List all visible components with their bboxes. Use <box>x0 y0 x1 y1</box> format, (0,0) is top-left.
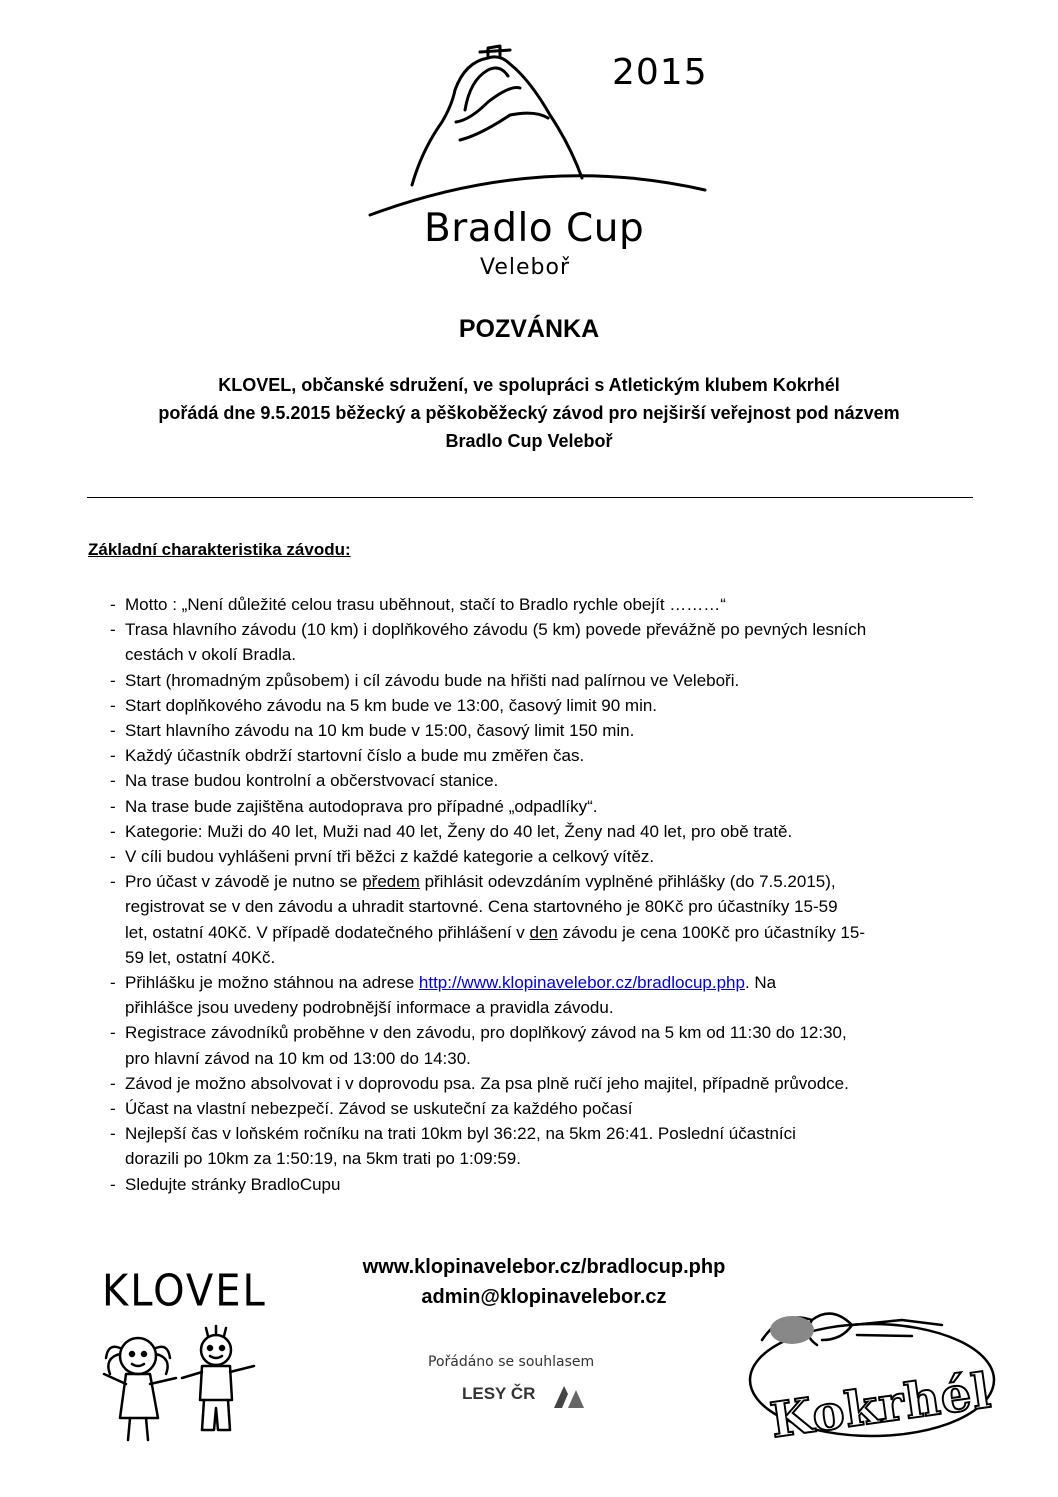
list-item: - Sledujte stránky BradloCupu <box>110 1174 341 1194</box>
list-item: - Start hlavního závodu na 10 km bude v 15:00, časový limit 150 min. <box>110 721 635 741</box>
list-item: - Kategorie: Muži do 40 let, Muži nad 40 let, Ženy do 40 let, Ženy nad 40 let, pro obě tratě. <box>110 821 793 841</box>
list-item: - Na trase bude zajištěna autodoprava pro případné „odpadlíky“. <box>110 796 598 816</box>
list-item: - Start doplňkového závodu na 5 km bude ve 13:00, časový limit 90 min. <box>110 695 658 715</box>
list-item: - Nejlepší čas v loňském ročníku na trati 10km byl 36:22, na 5km 26:41. Poslední účastníci dorazili po 10km za 1:50:19, na 5km trati po 1:09:59. <box>110 1124 796 1169</box>
list-item: - Registrace závodníků proběhne v den závodu, pro doplňkový závod na 5 km od 11:30 do 12:30, pro hlavní závod na 10 km od 13:00 do 14:30. <box>110 1023 847 1068</box>
kids-drawing-icon <box>98 1318 268 1448</box>
list-item: - Každý účastník obdrží startovní číslo a bude mu změřen čas. <box>110 746 585 766</box>
list-item: - Start (hromadným způsobem) i cíl závodu bude na hřišti nad palírnou ve Veleboři. <box>110 670 740 690</box>
logo-title: Bradlo Cup <box>424 206 645 251</box>
lesy-cr-mark-icon <box>550 1382 590 1412</box>
registration-form-link[interactable]: http://www.klopinavelebor.cz/bradlocup.php <box>418 973 745 993</box>
list-item: - Přihlášku je možno stáhnou na adrese http://www.klopinavelebor.cz/bradlocup.php. Na přihlášce jsou uvedeny podrobnější informace a pravidla závodu. <box>110 973 777 1018</box>
footer-email: admin@klopinavelebor.cz <box>421 1286 667 1308</box>
list-item: - Na trase budou kontrolní a občerstvovací stanice. <box>110 771 499 791</box>
kokrhel-logo: Kokrhél <box>767 1362 995 1450</box>
lesy-cr-logo: LESY ČR <box>462 1384 536 1403</box>
list-item: - Trasa hlavního závodu (10 km) i doplňkového závodu (5 km) povede převážně po pevných lesních cestách v okolí Bradla. <box>110 620 867 665</box>
logo-subtitle: Veleboř <box>480 255 570 280</box>
event-year: 2015 <box>612 52 708 93</box>
permit-text: Pořádáno se souhlasem <box>428 1354 595 1370</box>
section-heading: Základní charakteristika závodu: <box>88 540 351 559</box>
intro-line: Bradlo Cup Veleboř <box>445 431 613 451</box>
list-item: - Účast na vlastní nebezpečí. Závod se uskuteční za každého počasí <box>110 1099 633 1119</box>
divider <box>87 497 973 498</box>
list-item: - V cíli budou vyhlášeni první tři běžci z každé kategorie a celkový vítěz. <box>110 847 655 867</box>
page-title: POZVÁNKA <box>458 315 600 343</box>
list-item: - Motto : „Není důležité celou trasu uběhnout, stačí to Bradlo rychle obejít ………“ <box>110 595 726 614</box>
klovel-logo: KLOVEL <box>102 1265 267 1317</box>
footer-website: www.klopinavelebor.cz/bradlocup.php <box>362 1256 726 1278</box>
list-item: - Pro účast v závodě je nutno se předem přihlásit odevzdáním vyplněné přihlášky (do 7.5.2015), registrovat se v den závodu a uhradit startovné. Cena startovného je 80Kč pro účastníky 15-59 let, ostatní 40Kč. V případě dodatečného přihlášení v den závodu je cena 100Kč pro účastníky 15- 59 let, ostatní 40Kč. <box>110 872 866 967</box>
intro-line: KLOVEL, občanské sdružení, ve spolupráci s Atletickým klubem Kokrhél <box>218 375 840 395</box>
intro-line: pořádá dne 9.5.2015 běžecký a pěškoběžecký závod pro nejširší veřejnost pod názvem <box>158 403 900 423</box>
rules-list <box>110 592 990 1197</box>
intro-text <box>0 371 1058 455</box>
list-item: - Závod je možno absolvovat i v doprovodu psa. Za psa plně ručí jeho majitel, případně průvodce. <box>110 1073 849 1093</box>
